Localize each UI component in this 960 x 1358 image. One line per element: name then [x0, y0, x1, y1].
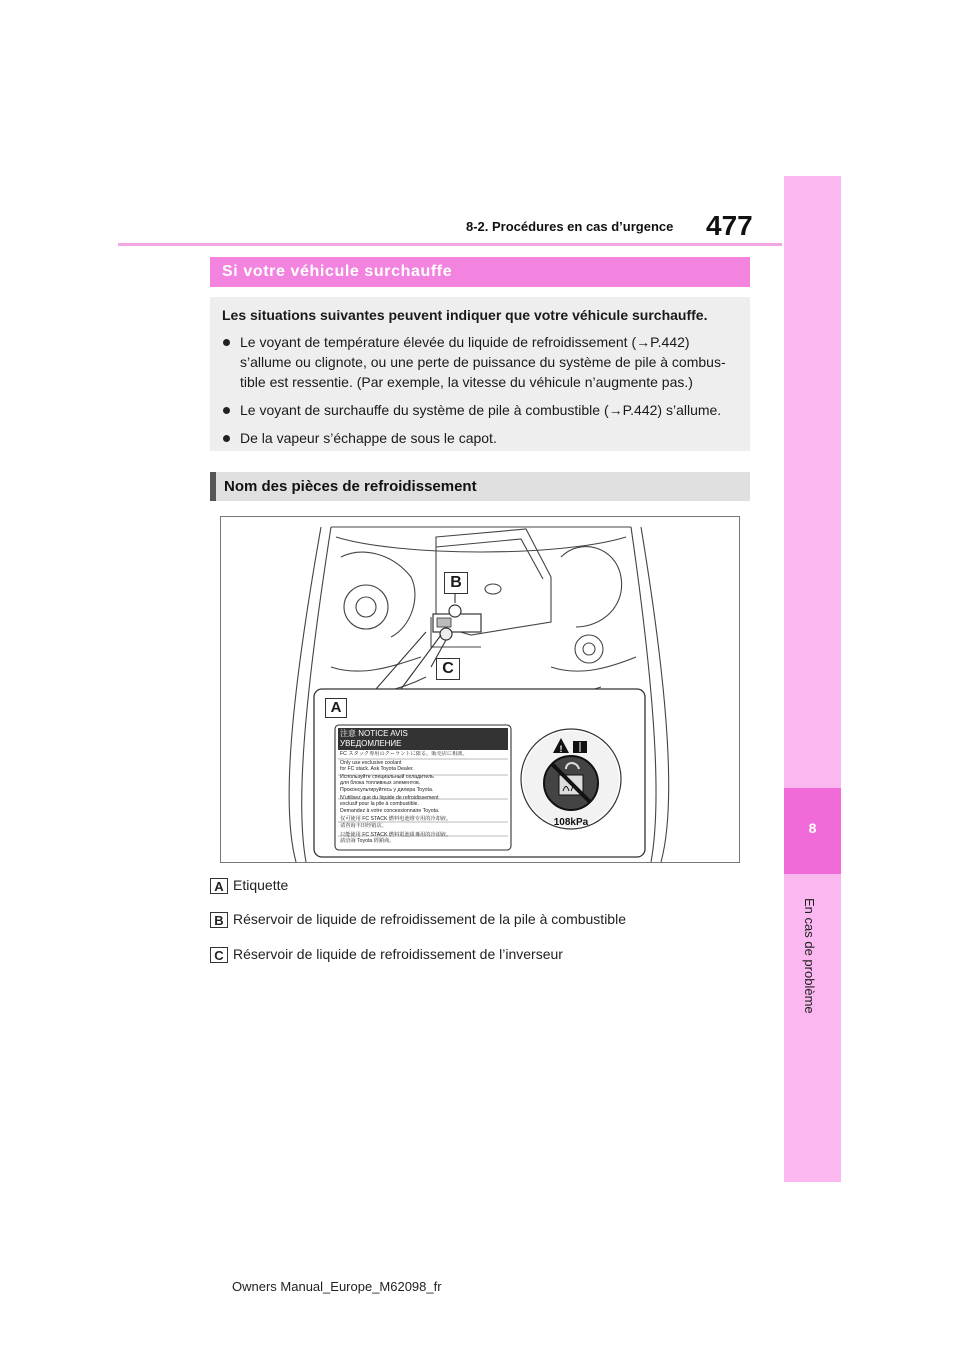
label-line: 仅可使用 FC STACK 燃料电池堆专用的冷却液。 — [340, 816, 452, 823]
label-line: Demandez à votre concessionnaire Toyota. — [340, 807, 440, 814]
header-rule — [118, 243, 782, 246]
pressure-label: 108kPa — [553, 817, 589, 828]
legend-item-a — [210, 876, 288, 894]
label-line: Проконсультируйтесь у дилера Toyota. — [340, 786, 434, 793]
overheat-section-heading: Si votre véhicule surchauffe — [210, 257, 750, 287]
legend-item-b — [210, 910, 626, 928]
label-header — [340, 729, 506, 749]
page-number: 477 — [706, 210, 753, 241]
label-line: exclusif pour la pile à combustible. — [340, 801, 420, 808]
label-line: для блока топливных элементов. — [340, 780, 421, 787]
label-line: Используйте специальный охладитель — [340, 773, 434, 780]
legend-text: Réservoir de liquide de refroidissement de l’inverseur — [233, 946, 563, 962]
overheat-item: Le voyant de surchauffe du système de pile à combustible (→P.442) s’allume. — [222, 400, 734, 420]
label-line: 请咨询丰田经销店。 — [340, 822, 387, 829]
chapter-number: 8 — [808, 820, 817, 836]
callout-b: B — [444, 572, 468, 594]
legend-key: B — [210, 912, 228, 928]
manual-book-icon — [573, 741, 587, 753]
section-title: 8-2. Procédures en cas d’urgence — [466, 219, 674, 234]
footer-text: Owners Manual_Europe_M62098_fr — [232, 1279, 442, 1294]
label-line: N’utilisez que du liquide de refroidissement — [340, 794, 439, 801]
overheat-item: Le voyant de température élevée du liquide de refroidissement (→P.442) s’allume ou clignote, ou une perte de puissance du système de pile à combus-tible est ressentie. (Par exemple, la vitesse du véhicule n’augmente pas.) — [222, 332, 734, 392]
coolant-parts-figure — [220, 516, 740, 863]
label-line: 只能使用 FC STACK 燃料電池組專用的冷卻液。 — [340, 831, 452, 838]
legend-text: Réservoir de liquide de refroidissement de la pile à combustible — [233, 911, 626, 927]
label-line: 請洽詢 Toyota 經銷商。 — [340, 838, 395, 845]
parts-section-heading: Nom des pièces de refroidissement — [210, 472, 750, 501]
prohibited-open-cap-icon — [544, 756, 598, 810]
label-line: Only use exclusive coolant — [340, 759, 402, 766]
chapter-title: En cas de problème — [802, 898, 817, 1014]
callout-c: C — [436, 658, 460, 680]
label-line: 注意 NOTICE AVIS — [340, 729, 408, 738]
callout-a: A — [325, 698, 347, 718]
label-line: FC スタック専用のクーラントに限る。販売店に相談。 — [340, 751, 468, 757]
legend-text: Etiquette — [233, 877, 289, 893]
legend-item-c — [210, 945, 563, 963]
svg-text:!: ! — [559, 744, 563, 754]
overheat-info-box — [210, 297, 750, 451]
overheat-item: De la vapeur s’échappe de sous le capot. — [222, 428, 734, 448]
label-line: for FC stack. Ask Toyota Dealer. — [340, 766, 414, 773]
legend-key: A — [210, 878, 228, 894]
chapter-side-tab — [784, 176, 841, 1182]
legend-key: C — [210, 947, 228, 963]
label-line: УВЕДОМЛЕНИЕ — [340, 739, 402, 748]
overheat-intro: Les situations suivantes peuvent indiquer que votre véhicule surchauffe. — [222, 307, 708, 323]
label-body — [340, 751, 508, 845]
